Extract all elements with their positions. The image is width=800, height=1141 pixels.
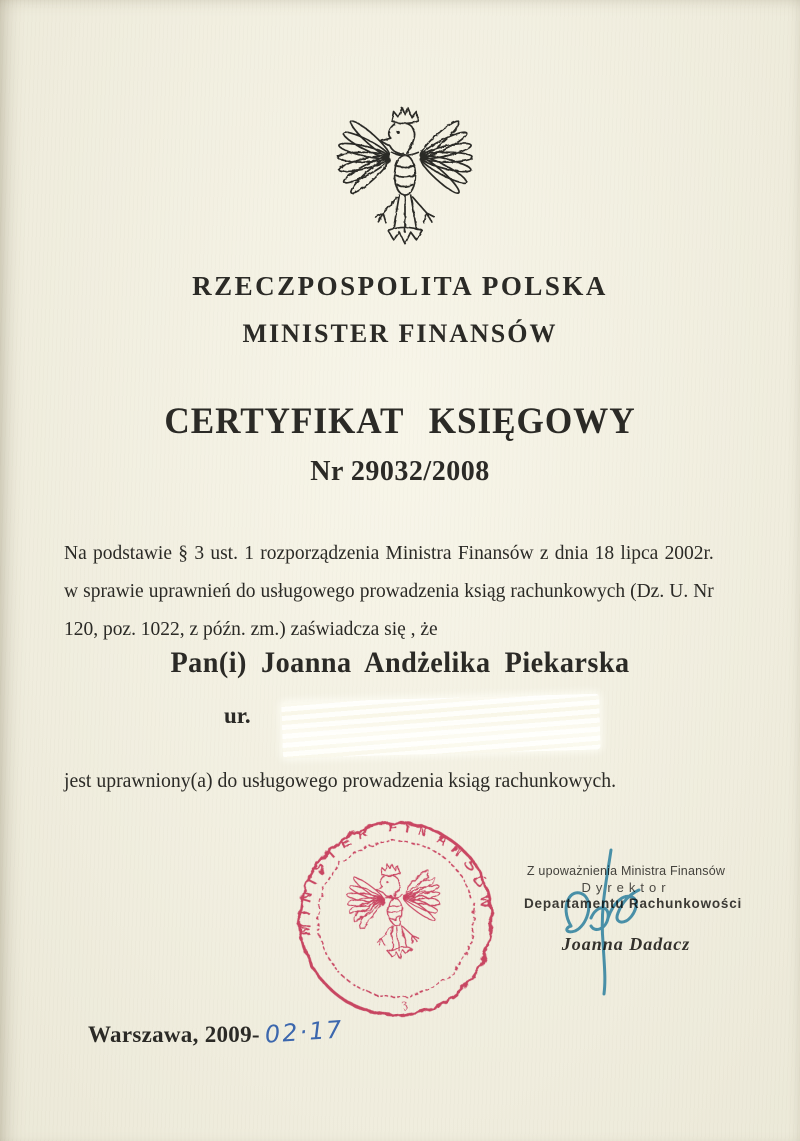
authorization-line: Z upoważnienia Ministra Finansów bbox=[526, 864, 726, 878]
signer-name: Joanna Dadacz bbox=[561, 934, 691, 954]
minister-finansow-stamp bbox=[281, 804, 512, 1035]
born-label: ur. bbox=[224, 703, 251, 728]
country-header: RZECZPOSPOLITA POLSKA bbox=[192, 271, 608, 301]
handwritten-date: 02·17 bbox=[263, 1015, 345, 1049]
redacted-birth-data bbox=[281, 694, 600, 759]
stamp-ring-text: MINISTER FINANSÓW bbox=[296, 819, 496, 937]
place-date-printed: Warszawa, 2009- bbox=[88, 1022, 260, 1047]
stamp-number: 3 bbox=[401, 998, 409, 1013]
signer-department: Departamentu Rachunkowości bbox=[524, 896, 743, 911]
place-date-line bbox=[88, 1015, 345, 1049]
legal-basis-paragraph: Na podstawie § 3 ust. 1 rozporządzenia Ministra Finansów z dnia 18 lipca 2002r. w sprawie uprawnień do usługowego prowadzenia ksiąg rachunkowych (Dz. U. Nr 120, poz. 1022, z późn. zm.) zaświadcza się , że bbox=[64, 542, 714, 640]
certificate-number: Nr 29032/2008 bbox=[310, 456, 490, 487]
ministry-header: MINISTER FINANSÓW bbox=[242, 319, 558, 348]
certificate-title: CERTYFIKAT KSIĘGOWY bbox=[164, 401, 636, 442]
polish-eagle-emblem bbox=[327, 103, 483, 255]
handwritten-signature bbox=[549, 846, 671, 998]
entitlement-text: jest uprawniony(a) do usługowego prowadzenia ksiąg rachunkowych. bbox=[64, 768, 617, 792]
holder-name: Pan(i) Joanna Andżelika Piekarska bbox=[170, 646, 630, 679]
signer-role: Dyrektor bbox=[581, 880, 671, 895]
